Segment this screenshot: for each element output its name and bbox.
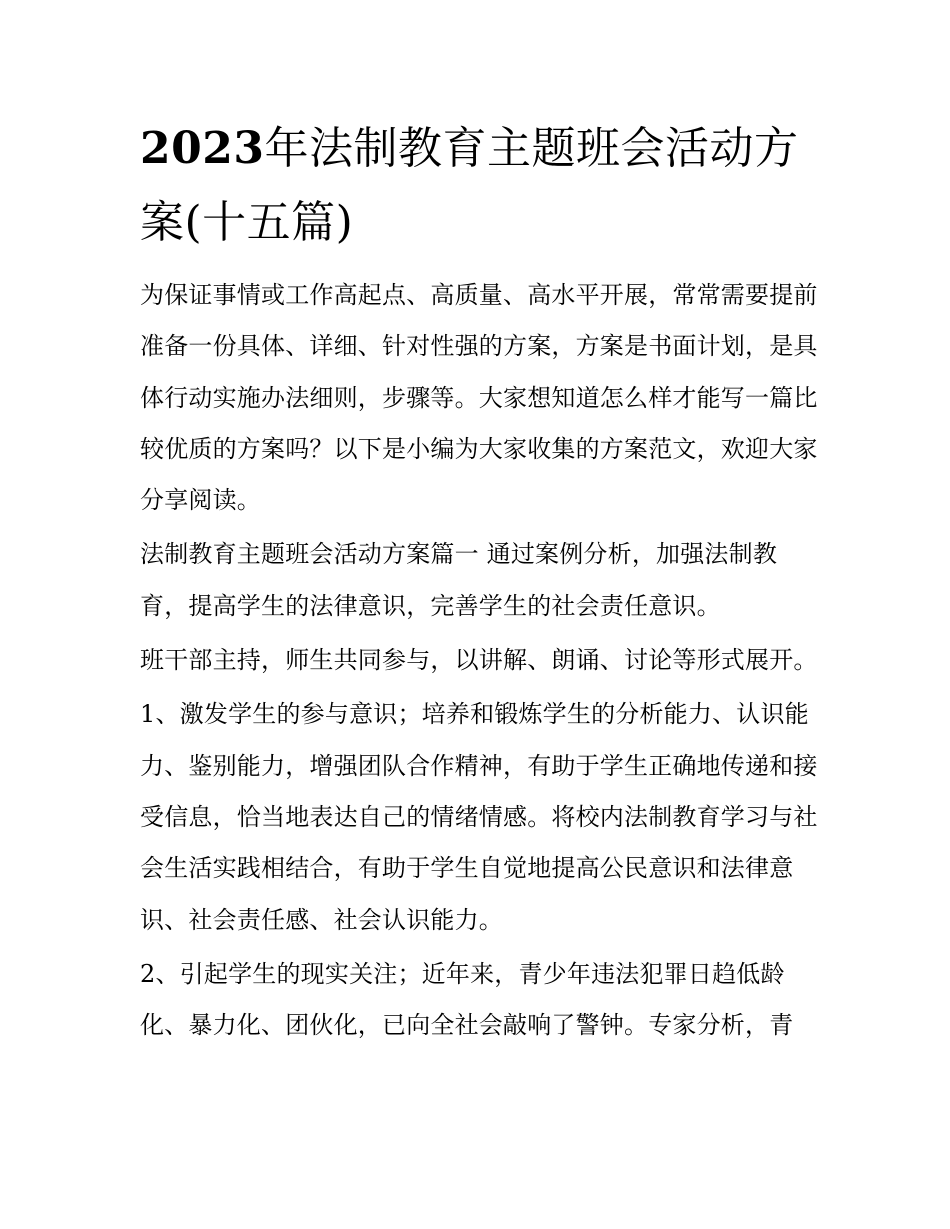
title-text: 年法制教育主题班会活动方案(十五篇) [140, 123, 799, 248]
format-paragraph: 班干部主持，师生共同参与，以讲解、朗诵、讨论等形式展开。 [140, 646, 818, 675]
document-body [140, 270, 820, 1051]
title-year: 2023 [140, 123, 265, 174]
point-two-paragraph: 2、引起学生的现实关注；近年来，青少年违法犯罪日趋低龄化、暴力化、团伙化，已向全社会敲响了警钟。专家分析，青 [140, 959, 794, 1040]
document-page [140, 112, 820, 1054]
section-one-paragraph: 法制教育主题班会活动方案篇一 通过案例分析，加强法制教育，提高学生的法律意识，完善学生的社会责任意识。 [140, 540, 778, 620]
document-title [140, 112, 820, 260]
intro-paragraph: 为保证事情或工作高起点、高质量、高水平开展，常常需要提前准备一份具体、详细、针对性强的方案，方案是书面计划，是具体行动实施办法细则，步骤等。大家想知道怎么样才能写一篇比较优质的方案吗？以下是小编为大家收集的方案范文，欢迎大家分享阅读。 [140, 281, 818, 515]
point-one-paragraph: 1、激发学生的参与意识；培养和锻炼学生的分析能力、认识能力、鉴别能力，增强团队合作精神，有助于学生正确地传递和接受信息，恰当地表达自己的情绪情感。将校内法制教育学习与社会生活实践相结合，有助于学生自觉地提高公民意识和法律意识、社会责任感、社会认识能力。 [140, 700, 818, 934]
